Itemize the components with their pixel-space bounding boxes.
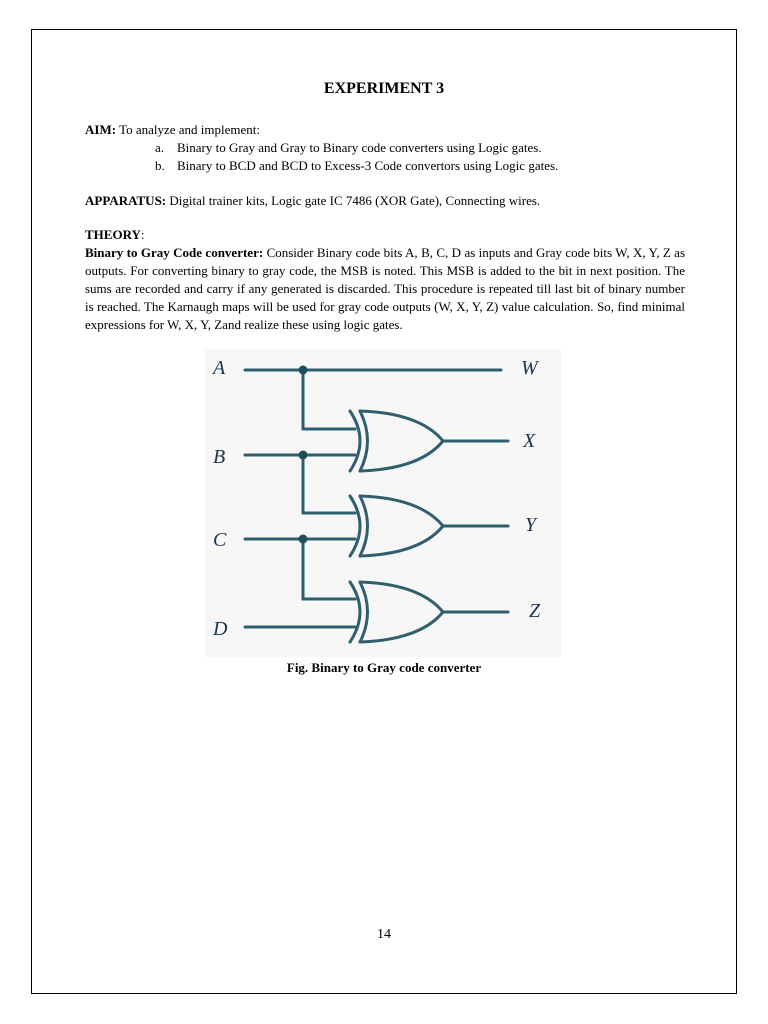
theory-paragraph — [85, 244, 685, 334]
aim-text: To analyze and implement: — [119, 122, 261, 137]
theory-colon: : — [140, 227, 145, 242]
apparatus-label: APPARATUS: — [85, 193, 167, 208]
list-marker: b. — [155, 158, 165, 173]
input-label-a: A — [213, 357, 226, 379]
input-label-b: B — [213, 446, 226, 468]
list-item-text: Binary to Gray and Gray to Binary code converters using Logic gates. — [177, 140, 542, 155]
xor-gate-3 — [350, 582, 443, 642]
input-label-c: C — [213, 529, 227, 551]
logic-circuit-figure — [205, 349, 561, 657]
circuit-diagram — [205, 349, 561, 657]
output-label-x: X — [523, 430, 536, 452]
output-label-y: Y — [525, 514, 537, 536]
output-label-z: Z — [529, 600, 541, 622]
apparatus-line — [85, 192, 540, 210]
page-number: 14 — [377, 927, 391, 942]
apparatus-text: Digital trainer kits, Logic gate IC 7486 (XOR Gate), Connecting wires. — [169, 193, 541, 208]
theory-text: Consider Binary code bits A, B, C, D as inputs and Gray code bits W, X, Y, Z as outputs. For converting binary to gray code, the MSB is noted. This MSB is added to the bit in next position. The sums are recorded and carry if any generated is discarded. This procedure is repeated till last bit of binary number is reached. The Karnaugh maps will be used for gray code outputs (W, X, Y, Z) value calculation. So, find minimal expressions for W, X, Y, Zand realize these using logic gates. — [85, 245, 686, 332]
page-title: EXPERIMENT 3 — [323, 80, 445, 97]
theory-heading — [85, 226, 145, 244]
list-marker: a. — [155, 140, 165, 155]
xor-gate-1 — [350, 411, 443, 471]
junction-c — [299, 535, 308, 544]
aim-line — [85, 121, 260, 139]
theory-label: THEORY — [85, 227, 141, 242]
aim-item-b — [155, 157, 558, 175]
figure-caption: Fig. Binary to Gray code converter — [286, 660, 482, 675]
aim-label: AIM: — [85, 122, 117, 137]
theory-subheading: Binary to Gray Code converter: — [85, 245, 264, 260]
xor-gate-2 — [350, 496, 443, 556]
aim-item-a — [155, 139, 542, 157]
junction-a — [299, 366, 308, 375]
input-label-d: D — [213, 618, 228, 640]
output-label-w: W — [521, 357, 538, 379]
junction-b — [299, 451, 308, 460]
list-item-text: Binary to BCD and BCD to Excess-3 Code convertors using Logic gates. — [177, 158, 559, 173]
